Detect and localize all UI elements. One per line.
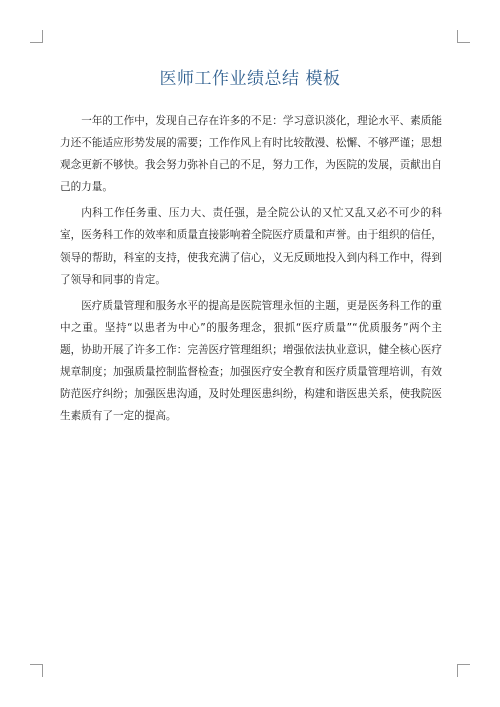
crop-mark-top-left (30, 30, 43, 43)
crop-mark-bottom-right (457, 664, 470, 677)
paragraph-2: 内科工作任务重、压力大、责任强，是全院公认的又忙又乱又必不可少的科室，医务科工作的效率和质量直接影响着全院医疗质量和声誉。由于组织的信任，领导的帮助，科室的支持，使我充满了信心，义无反顾地投入到内科工作中，得到了领导和同事的肯定。 (60, 207, 442, 286)
paragraph-3: 医疗质量管理和服务水平的提高是医院管理永恒的主题，更是医务科工作的重中之重。坚持“以患者为中心”的服务理念，狠抓“医疗质量”“优质服务”两个主题，协助开展了许多工作：完善医疗管理组织；增强依法执业意识，健全核心医疗规章制度；加强质量控制监督检查；加强医疗安全教育和医疗质量管理培训，有效防范医疗纠纷；加强医患沟通，及时处理医患纠纷，构建和谐医患关系，使我院医生素质有了一定的提高。 (60, 299, 442, 423)
crop-mark-bottom-left (30, 664, 43, 677)
document-title: 医师工作业绩总结 模板 (159, 69, 341, 89)
document-body (60, 110, 442, 431)
crop-mark-top-right (457, 30, 470, 43)
paragraph-1: 一年的工作中，发现自己存在许多的不足：学习意识淡化，理论水平、素质能力还不能适应形势发展的需要；工作作风上有时比较散漫、松懈、不够严谨；思想观念更新不够快。我会努力弥补自己的不足，努力工作，为医院的发展，贡献出自己的力量。 (60, 115, 442, 194)
